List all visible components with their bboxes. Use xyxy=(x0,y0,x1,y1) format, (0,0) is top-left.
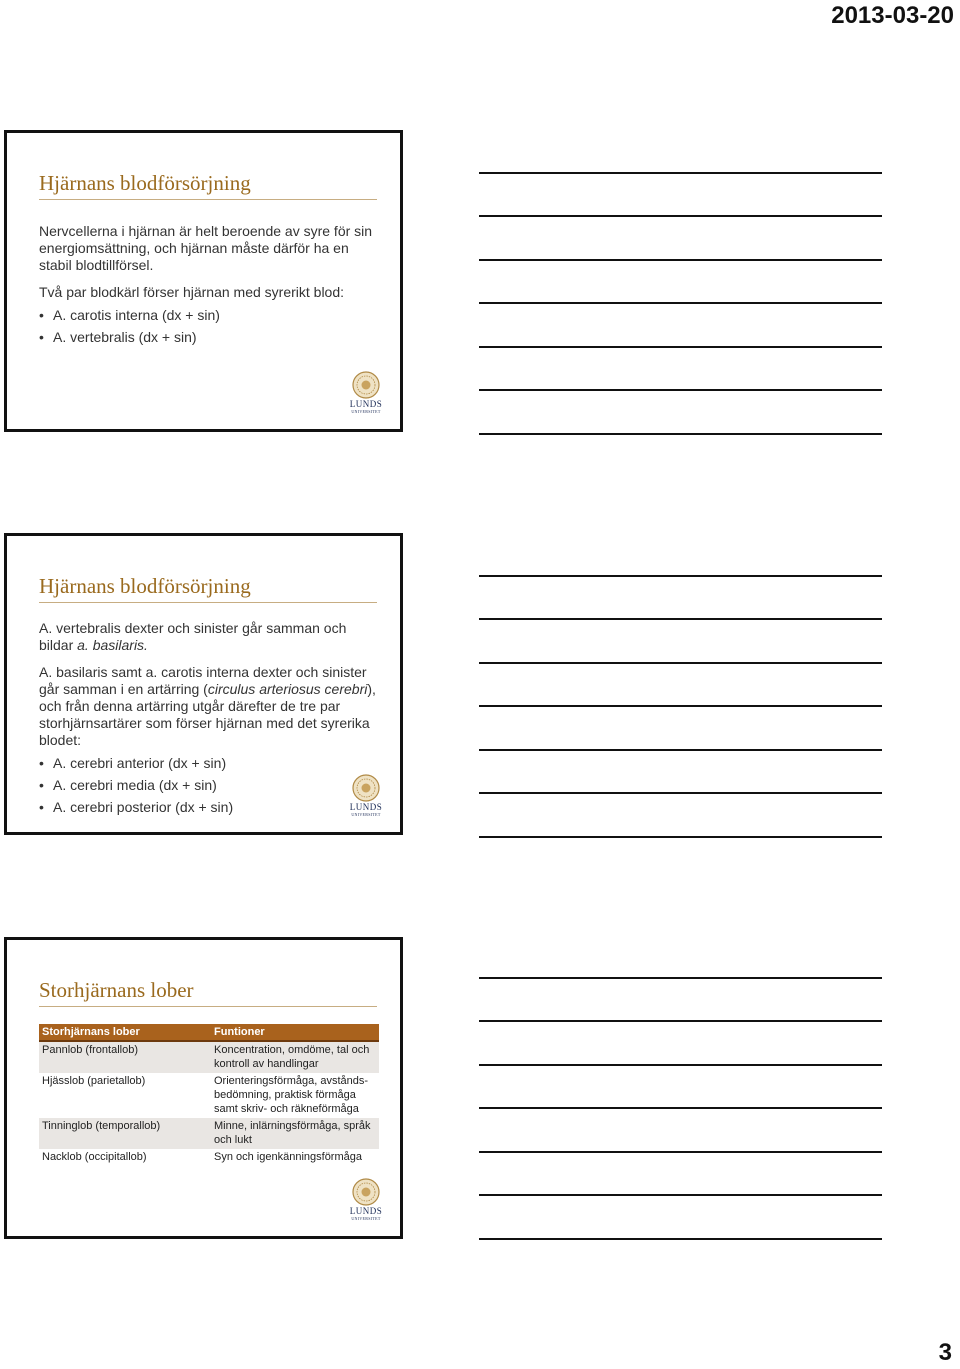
slide-1 xyxy=(4,130,403,432)
lund-university-seal-icon xyxy=(346,774,386,802)
slide-body xyxy=(39,223,379,351)
table-cell: Orienteringsförmåga, avstånds-bedömning, praktisk förmåga samt skriv- och räkneförmåga xyxy=(211,1073,379,1118)
title-divider xyxy=(39,1006,377,1007)
table-cell: Syn och igenkänningsförmåga xyxy=(211,1149,379,1166)
slide-title: Storhjärnans lober xyxy=(39,978,194,1002)
column-header: Funtioner xyxy=(211,1024,379,1041)
table-row xyxy=(39,1118,379,1149)
slide-2 xyxy=(4,533,403,835)
slide-title: Hjärnans blodförsörjning xyxy=(39,171,251,195)
table-row xyxy=(39,1149,379,1166)
slide-3 xyxy=(4,937,403,1239)
bullet-list xyxy=(39,755,379,816)
column-header: Storhjärnans lober xyxy=(39,1024,211,1041)
bullet-item: • A. cerebri media (dx + sin) xyxy=(39,777,379,794)
lobes-table xyxy=(39,1024,379,1166)
table-row xyxy=(39,1041,379,1073)
table-cell: Koncentration, omdöme, tal och kontroll av handlingar xyxy=(211,1041,379,1073)
paragraph: A. basilaris samt a. carotis interna dexter och sinister går samman i en artärring (circulus arteriosus cerebri), och från denna artärring utgår därefter de tre par storhjärnsartärer som förser hjärnan med det syrerika blodet: xyxy=(39,664,376,748)
lund-university-logo: LUNDS UNIVERSITET xyxy=(346,371,386,419)
table-cell: Tinninglob (temporallob) xyxy=(39,1118,211,1149)
table-cell: Pannlob (frontallob) xyxy=(39,1041,211,1073)
table-cell: Hjässlob (parietallob) xyxy=(39,1073,211,1118)
lund-university-logo: LUNDS UNIVERSITET xyxy=(346,774,386,822)
bullet-item: • A. cerebri anterior (dx + sin) xyxy=(39,755,379,772)
lund-university-seal-icon xyxy=(346,1178,386,1206)
bullet-item: • A. carotis interna (dx + sin) xyxy=(39,307,379,324)
bullet-list xyxy=(39,307,379,346)
table-cell: Nacklob (occipitallob) xyxy=(39,1149,211,1166)
bullet-item: • A. cerebri posterior (dx + sin) xyxy=(39,799,379,816)
table-cell: Minne, inlärningsförmåga, språk och lukt xyxy=(211,1118,379,1149)
title-divider xyxy=(39,199,377,200)
slide-body xyxy=(39,620,379,821)
lund-university-logo: LUNDS UNIVERSITET xyxy=(346,1178,386,1226)
paragraph: Nervcellerna i hjärnan är helt beroende av syre för sin energiomsättning, och hjärnan måste därför ha en stabil blodtillförsel. xyxy=(39,223,373,273)
lund-university-seal-icon xyxy=(346,371,386,399)
bullet-item: • A. vertebralis (dx + sin) xyxy=(39,329,379,346)
title-divider xyxy=(39,602,377,603)
paragraph: Två par blodkärl förser hjärnan med syrerikt blod: xyxy=(39,284,345,300)
slide-title: Hjärnans blodförsörjning xyxy=(39,574,251,598)
table-row xyxy=(39,1073,379,1118)
print-date: 2013-03-20 xyxy=(831,2,954,29)
page-number: 3 xyxy=(938,1339,952,1366)
paragraph: A. vertebralis dexter och sinister går samman och bildar a. basilaris. xyxy=(39,620,347,653)
